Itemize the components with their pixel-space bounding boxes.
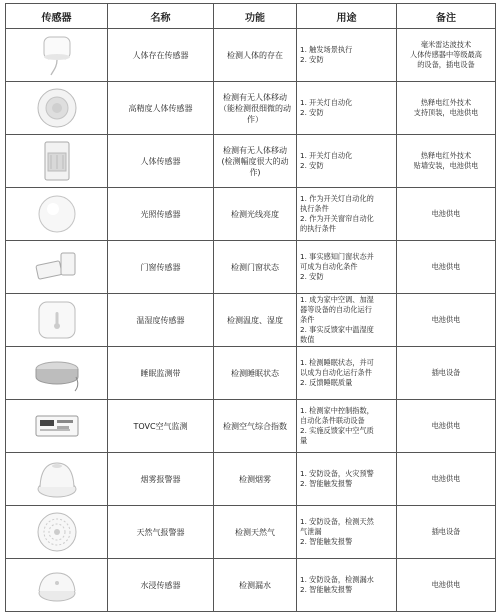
- sensor-name: TOVC空气监测: [108, 400, 214, 453]
- sensor-note-line: 电池供电: [431, 209, 461, 218]
- air-monitor-icon: [31, 416, 83, 435]
- sensor-image-cell: [6, 453, 108, 506]
- sensor-note-line: 电池供电: [431, 421, 461, 430]
- sensor-usage-line: 2. 安防: [300, 108, 324, 117]
- sensor-name: 烟雾报警器: [108, 453, 214, 506]
- sensor-function: [214, 559, 297, 612]
- sensor-name: 水浸传感器: [108, 559, 214, 612]
- column-header: 用途: [297, 4, 397, 29]
- sensor-usage: [297, 347, 397, 400]
- sensor-image-cell: [6, 400, 108, 453]
- sensor-usage: [297, 559, 397, 612]
- sensor-note-line: 电池供电: [431, 580, 461, 589]
- sensor-image-cell: [6, 188, 108, 241]
- sensor-name: 人体存在传感器: [108, 29, 214, 82]
- table-row: [6, 506, 496, 559]
- smoke-alarm-icon: [31, 469, 83, 488]
- sensor-note-line: 热释电红外技术: [420, 151, 472, 160]
- sensor-note: [397, 294, 496, 347]
- table-row: [6, 188, 496, 241]
- sensor-usage-line: 2. 安防: [300, 272, 324, 281]
- sensor-name: 高精度人体传感器: [108, 82, 214, 135]
- sensor-note: [397, 400, 496, 453]
- sensor-note-line: 插电设备: [431, 527, 461, 536]
- sensor-usage: [297, 82, 397, 135]
- sensor-usage-line: 自动化条件联动设备: [300, 416, 365, 425]
- column-header: 功能: [214, 4, 297, 29]
- sensor-function-line: 检测有无人体移动: [223, 145, 287, 155]
- sensor-note: [397, 453, 496, 506]
- sensor-image-cell: [6, 347, 108, 400]
- sensor-usage: [297, 294, 397, 347]
- sensor-name: 人体传感器: [108, 135, 214, 188]
- sensor-note: [397, 29, 496, 82]
- header-row: [6, 4, 496, 29]
- sensor-name: 光照传感器: [108, 188, 214, 241]
- sensor-usage-line: 气泄漏: [300, 527, 322, 536]
- sensor-function-line: 检测睡眠状态: [231, 368, 279, 378]
- sensor-usage-line: 执行条件: [300, 204, 329, 213]
- table-row: [6, 82, 496, 135]
- gas-alarm-icon: [31, 522, 83, 541]
- sensor-usage-line: 2. 安防: [300, 161, 324, 170]
- sensor-function-line: 检测烟雾: [239, 474, 271, 484]
- sensor-usage: [297, 241, 397, 294]
- sensor-usage-line: 1. 安防设备，火灾预警: [300, 469, 374, 478]
- sensor-note: [397, 506, 496, 559]
- table-row: [6, 135, 496, 188]
- sensor-image-cell: [6, 506, 108, 559]
- table-row: [6, 241, 496, 294]
- column-header: 备注: [397, 4, 496, 29]
- sensor-usage-line: 2. 作为开关窗帘自动化: [300, 214, 374, 223]
- table-row: [6, 294, 496, 347]
- light-sensor-icon: [31, 204, 83, 223]
- sensor-usage-line: 可成为自动化条件: [300, 262, 358, 271]
- sensor-usage: [297, 188, 397, 241]
- sensor-image-cell: [6, 135, 108, 188]
- sensor-usage-line: 1. 检测睡眠状态，并可: [300, 358, 374, 367]
- sensor-usage-line: 器等设备的自动化运行: [300, 305, 372, 314]
- sensor-function: [214, 29, 297, 82]
- sensor-usage-line: 1. 事实感知门窗状态并: [300, 252, 374, 261]
- sensor-note: [397, 347, 496, 400]
- sensor-note-line: 热释电红外技术: [420, 98, 472, 107]
- table-row: [6, 453, 496, 506]
- sensor-usage: [297, 135, 397, 188]
- motion-sensor-icon: [31, 151, 83, 170]
- sensor-note-line: 插电设备: [431, 368, 461, 377]
- sensor-usage: [297, 400, 397, 453]
- sensor-name: 温湿度传感器: [108, 294, 214, 347]
- sensor-name: 睡眠监测带: [108, 347, 214, 400]
- table-row: [6, 400, 496, 453]
- sensor-note-line: 的设备，插电设备: [417, 60, 475, 69]
- sensor-usage-line: 2. 反馈睡眠质量: [300, 378, 353, 387]
- sensor-note: [397, 241, 496, 294]
- sensor-image-cell: [6, 29, 108, 82]
- sensor-function: [214, 294, 297, 347]
- sensor-usage-line: 2. 智能触发报警: [300, 479, 353, 488]
- door-window-sensor-icon: [31, 257, 83, 276]
- sensor-note: [397, 188, 496, 241]
- sensor-usage: [297, 453, 397, 506]
- sensor-note-line: 毫米雷达波技术: [420, 40, 472, 49]
- sensor-table: [5, 3, 496, 612]
- sensor-function-line: 检测空气综合指数: [223, 421, 287, 431]
- presence-sensor-icon: [31, 45, 83, 64]
- sensor-usage-line: 2. 安防: [300, 55, 324, 64]
- sensor-note: [397, 559, 496, 612]
- sensor-image-cell: [6, 559, 108, 612]
- sensor-function-line: (检测幅度很大的动作): [221, 156, 289, 177]
- sensor-function-line: 检测人体的存在: [227, 50, 283, 60]
- sensor-usage-line: 2. 事实反馈家中温湿度: [300, 325, 374, 334]
- sensor-note-line: 人体传感器中等级最高: [410, 50, 482, 59]
- table-row: [6, 347, 496, 400]
- sensor-note-line: 支持顶装，电池供电: [413, 108, 479, 117]
- sensor-usage-line: 1. 安防设备，检测漏水: [300, 575, 374, 584]
- sensor-usage-line: 1. 开关灯自动化: [300, 151, 353, 160]
- sensor-function-line: 检测漏水: [239, 580, 271, 590]
- sensor-usage-line: 1. 作为开关灯自动化的: [300, 194, 374, 203]
- sensor-note-line: 贴墙安装，电池供电: [413, 161, 479, 170]
- sensor-note-line: 电池供电: [431, 262, 461, 271]
- sensor-usage-line: 的执行条件: [300, 224, 336, 233]
- sensor-image-cell: [6, 82, 108, 135]
- sensor-usage-line: 条件: [300, 315, 315, 324]
- sensor-note: [397, 135, 496, 188]
- sensor-function: [214, 188, 297, 241]
- sensor-usage-line: 1. 安防设备，检测天然: [300, 517, 374, 526]
- sensor-function: [214, 347, 297, 400]
- sensor-usage-line: 以成为自动化运行条件: [300, 368, 372, 377]
- high-precision-motion-sensor-icon: [31, 98, 83, 117]
- sensor-usage-line: 1. 检测家中控制指数，: [300, 406, 374, 415]
- sensor-note-line: 电池供电: [431, 315, 461, 324]
- column-header: 传感器: [6, 4, 108, 29]
- table-row: [6, 559, 496, 612]
- water-leak-sensor-icon: [31, 575, 83, 594]
- sensor-function-line: （能检测很细微的动: [219, 103, 291, 113]
- sensor-function: [214, 506, 297, 559]
- sensor-function-line: 检测天然气: [235, 527, 275, 537]
- sensor-function: [214, 400, 297, 453]
- sensor-usage: [297, 29, 397, 82]
- sensor-function: [214, 82, 297, 135]
- sensor-function: [214, 135, 297, 188]
- sensor-name: 门窗传感器: [108, 241, 214, 294]
- sensor-usage-line: 1. 成为家中空调、加湿: [300, 295, 374, 304]
- sensor-usage-line: 1. 开关灯自动化: [300, 98, 353, 107]
- table-row: [6, 29, 496, 82]
- sensor-note-line: 电池供电: [431, 474, 461, 483]
- column-header: 名称: [108, 4, 214, 29]
- sensor-function-line: 检测有无人体移动: [223, 92, 287, 102]
- sensor-usage-line: 2. 智能触发报警: [300, 585, 353, 594]
- sensor-function-line: 作）: [247, 114, 263, 124]
- sleep-belt-icon: [31, 363, 83, 382]
- sensor-function: [214, 453, 297, 506]
- sensor-image-cell: [6, 241, 108, 294]
- sensor-function: [214, 241, 297, 294]
- sensor-usage-line: 1. 触发场景执行: [300, 45, 353, 54]
- sensor-usage-line: 数值: [300, 335, 315, 344]
- sensor-function-line: 检测门窗状态: [231, 262, 279, 272]
- sensor-name: 天然气报警器: [108, 506, 214, 559]
- sensor-image-cell: [6, 294, 108, 347]
- sensor-function-line: 检测光线亮度: [231, 209, 279, 219]
- sensor-usage-line: 2. 智能触发报警: [300, 537, 353, 546]
- sensor-usage-line: 2. 实施反馈家中空气质: [300, 426, 374, 435]
- sensor-usage: [297, 506, 397, 559]
- sensor-function-line: 检测温度、湿度: [227, 315, 283, 325]
- sensor-usage-line: 量: [300, 436, 308, 445]
- temperature-humidity-sensor-icon: [31, 310, 83, 329]
- sensor-note: [397, 82, 496, 135]
